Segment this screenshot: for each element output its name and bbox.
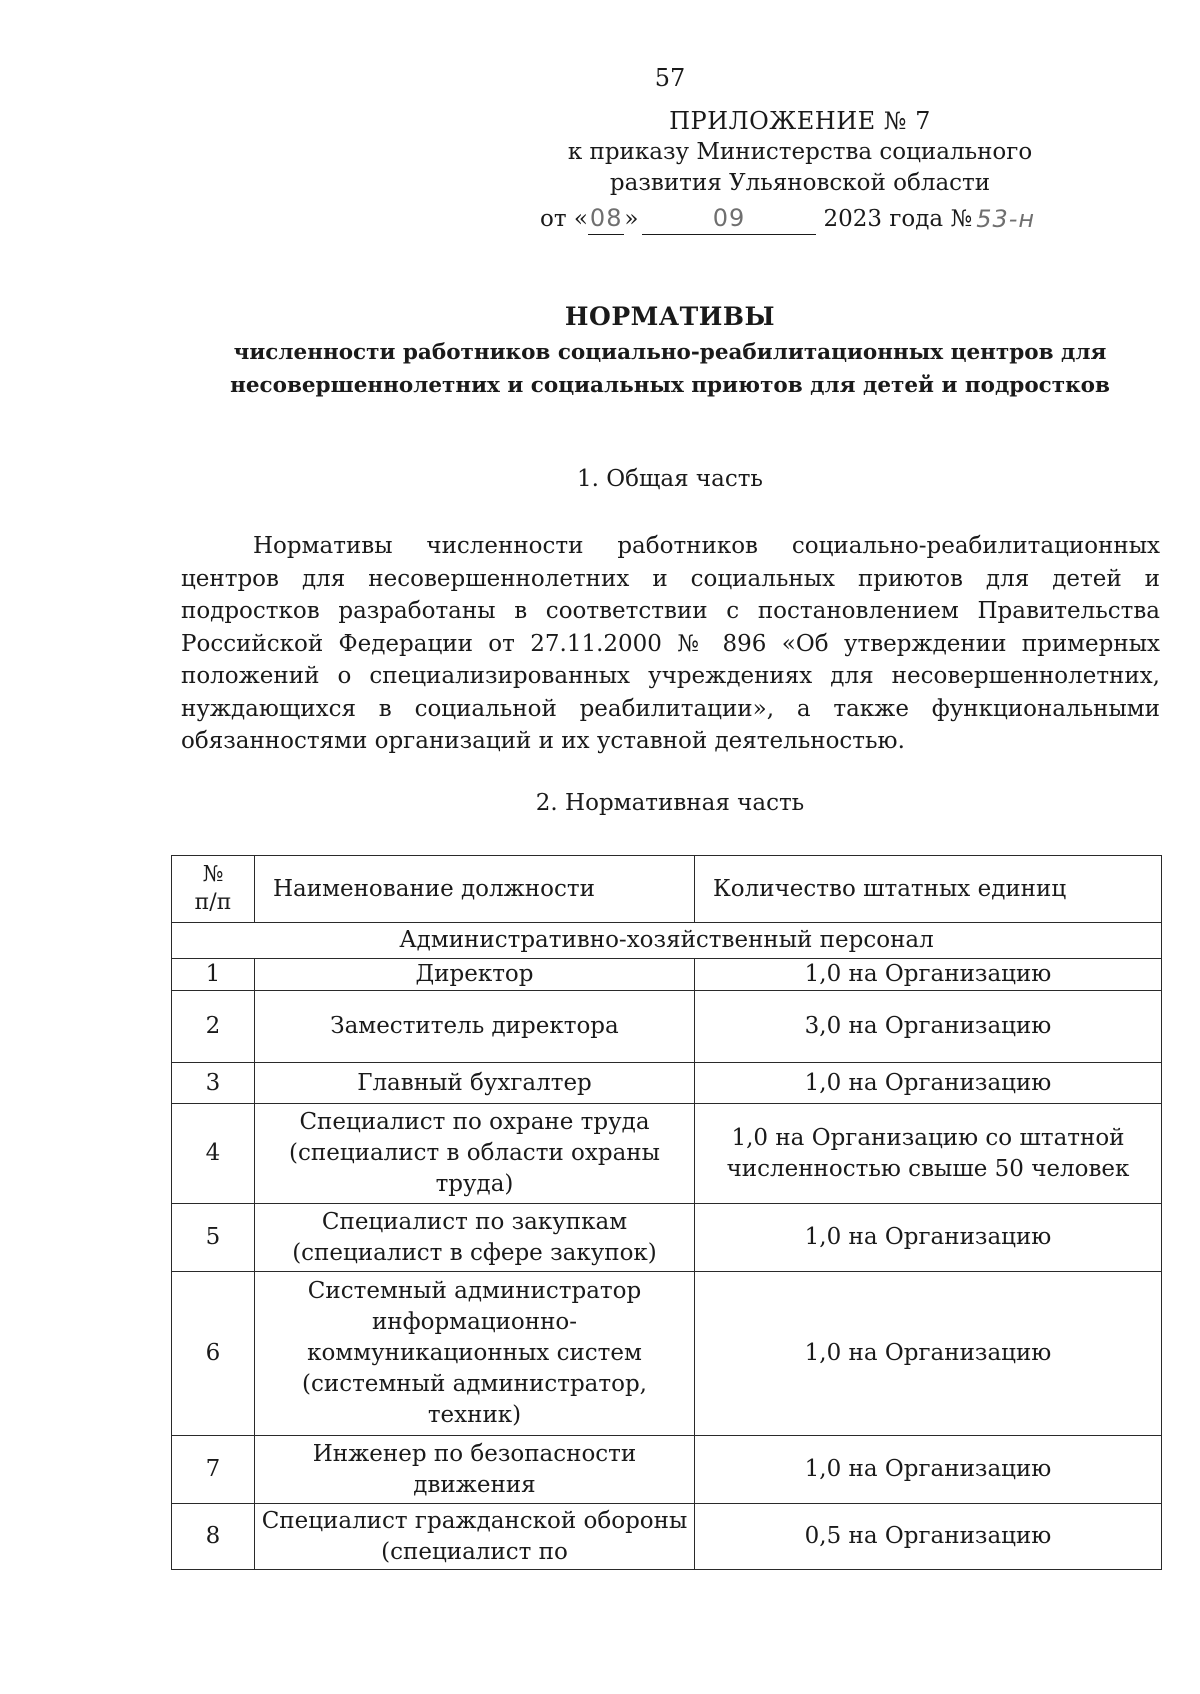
norms-table <box>171 855 1162 1570</box>
table-group-row <box>172 923 1162 959</box>
table-row <box>172 1272 1162 1436</box>
table-header-row <box>172 856 1162 923</box>
handwritten-day: 08 <box>588 203 624 235</box>
row-name: Заместитель директора <box>255 991 695 1063</box>
header-num <box>172 856 255 923</box>
appendix-line-1: к приказу Министерства социального <box>567 139 1033 165</box>
header-num-line-1: № <box>202 862 224 887</box>
document-subtitle: численности работников социально-реабилитационных центров для несовершеннолетних и социальных приютов для детей и подростков <box>230 340 1110 398</box>
date-prefix: от « <box>540 206 588 232</box>
header-num-line-2: п/п <box>194 890 232 915</box>
row-qty: 1,0 на Организацию со штатной численностью свыше 50 человек <box>695 1104 1162 1204</box>
group-label: Административно-хозяйственный персонал <box>172 923 1162 959</box>
table-row <box>172 1204 1162 1272</box>
row-name: Специалист по закупкам (специалист в сфере закупок) <box>255 1204 695 1272</box>
row-qty: 1,0 на Организацию <box>695 959 1162 991</box>
row-num: 7 <box>172 1436 255 1504</box>
table-row <box>172 1504 1162 1570</box>
page-number: 57 <box>654 64 686 92</box>
row-qty: 1,0 на Организацию <box>695 1272 1162 1436</box>
header-name: Наименование должности <box>255 856 695 923</box>
handwritten-month: 09 <box>642 203 815 235</box>
date-year-text: 2023 года № <box>823 206 973 232</box>
header-qty: Количество штатных единиц <box>695 856 1162 923</box>
row-name: Специалист по охране труда (специалист в области охраны труда) <box>255 1104 695 1204</box>
handwritten-order-number: 53-н <box>976 205 1036 233</box>
section-1-paragraph: Нормативы численности работников социально-реабилитационных центров для несовершеннолетних и социальных приютов для детей и подростков разработаны в соответствии с постановлением Правительства Российской Федерации от 27.11.2000 № 896 «Об утверждении примерных положений о специализированных учреждениях для несовершеннолетних, нуждающихся в социальной реабилитации», а также функциональными обязанностями организаций и их уставной деятельностью. <box>181 533 1160 754</box>
row-num: 1 <box>172 959 255 991</box>
row-name: Главный бухгалтер <box>255 1063 695 1104</box>
row-qty: 0,5 на Организацию <box>695 1504 1162 1570</box>
section-2-heading: 2. Нормативная часть <box>535 790 805 816</box>
row-num: 6 <box>172 1272 255 1436</box>
table-row <box>172 959 1162 991</box>
row-name: Специалист гражданской обороны (специалист по <box>255 1504 695 1570</box>
section-1-heading: 1. Общая часть <box>577 466 763 492</box>
appendix-title: ПРИЛОЖЕНИЕ № 7 <box>669 107 931 135</box>
row-qty: 3,0 на Организацию <box>695 991 1162 1063</box>
row-qty: 1,0 на Организацию <box>695 1436 1162 1504</box>
document-title: НОРМАТИВЫ <box>564 302 776 331</box>
row-name: Директор <box>255 959 695 991</box>
table-row <box>172 1104 1162 1204</box>
row-qty: 1,0 на Организацию <box>695 1063 1162 1104</box>
appendix-block <box>540 106 1060 235</box>
table-row <box>172 1063 1162 1104</box>
row-num: 8 <box>172 1504 255 1570</box>
date-mid: » <box>624 206 639 232</box>
row-num: 2 <box>172 991 255 1063</box>
row-name: Системный администратор информационно-коммуникационных систем (системный администратор, техник) <box>255 1272 695 1436</box>
row-name: Инженер по безопасности движения <box>255 1436 695 1504</box>
row-num: 4 <box>172 1104 255 1204</box>
appendix-line-2: развития Ульяновской области <box>609 170 991 196</box>
row-qty: 1,0 на Организацию <box>695 1204 1162 1272</box>
table-row <box>172 991 1162 1063</box>
table-row <box>172 1436 1162 1504</box>
row-num: 5 <box>172 1204 255 1272</box>
row-num: 3 <box>172 1063 255 1104</box>
order-date-line <box>540 203 1060 235</box>
